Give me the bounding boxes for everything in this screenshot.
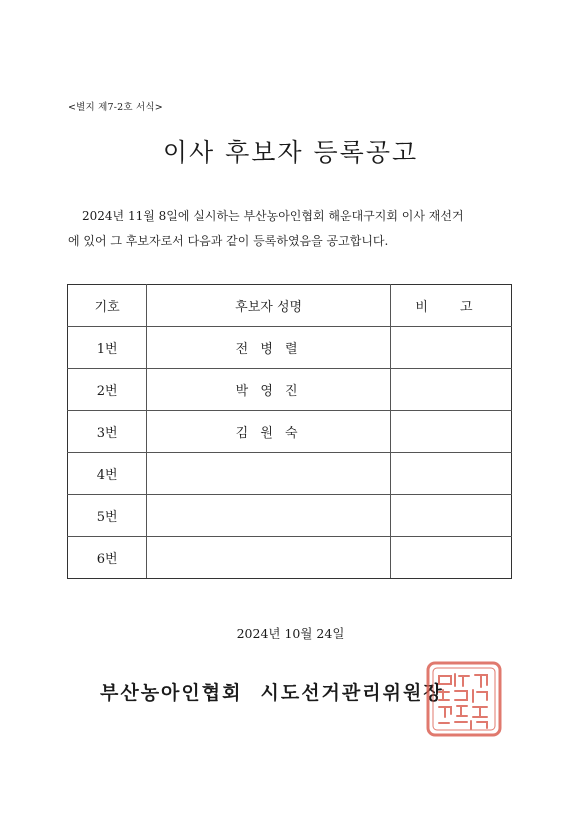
table-row [68, 411, 512, 453]
notice-line-1: 2024년 11월 8일에 실시하는 부산농아인협회 해운대구지회 이사 재선거 [82, 209, 464, 223]
row-note [390, 369, 511, 411]
row-note [390, 327, 511, 369]
header-number: 기호 [68, 285, 147, 327]
candidate-name [147, 453, 391, 495]
table-row [68, 537, 512, 579]
table-row [68, 453, 512, 495]
row-note [390, 411, 511, 453]
candidate-name: 전 병 렬 [147, 327, 391, 369]
table-row [68, 495, 512, 537]
notice-line-2: 에 있어 그 후보자로서 다음과 같이 등록하였음을 공고합니다. [68, 234, 389, 248]
candidate-table [67, 284, 512, 579]
table-header-row [68, 285, 512, 327]
header-name: 후보자 성명 [147, 285, 391, 327]
issuer-organization: 부산농아인협회 [100, 682, 243, 704]
form-number: <별지 제7-2호 서식> [68, 102, 163, 113]
issuer-line [100, 678, 444, 705]
candidate-name [147, 537, 391, 579]
candidate-name: 김 원 숙 [147, 411, 391, 453]
page-title: 이사 후보자 등록공고 [162, 138, 419, 167]
row-number: 4번 [68, 453, 147, 495]
notice-date: 2024년 10월 24일 [236, 626, 345, 641]
notice-text [68, 204, 518, 254]
row-number: 2번 [68, 369, 147, 411]
row-note [390, 495, 511, 537]
row-number: 6번 [68, 537, 147, 579]
row-number: 3번 [68, 411, 147, 453]
row-number: 1번 [68, 327, 147, 369]
row-number: 5번 [68, 495, 147, 537]
issuer-committee: 시도선거관리위원장 [260, 682, 444, 704]
candidate-name [147, 495, 391, 537]
row-note [390, 537, 511, 579]
official-seal-stamp [425, 660, 503, 738]
table-row [68, 369, 512, 411]
header-note: 비 고 [390, 285, 511, 327]
table-row [68, 327, 512, 369]
candidate-name: 박 영 진 [147, 369, 391, 411]
row-note [390, 453, 511, 495]
